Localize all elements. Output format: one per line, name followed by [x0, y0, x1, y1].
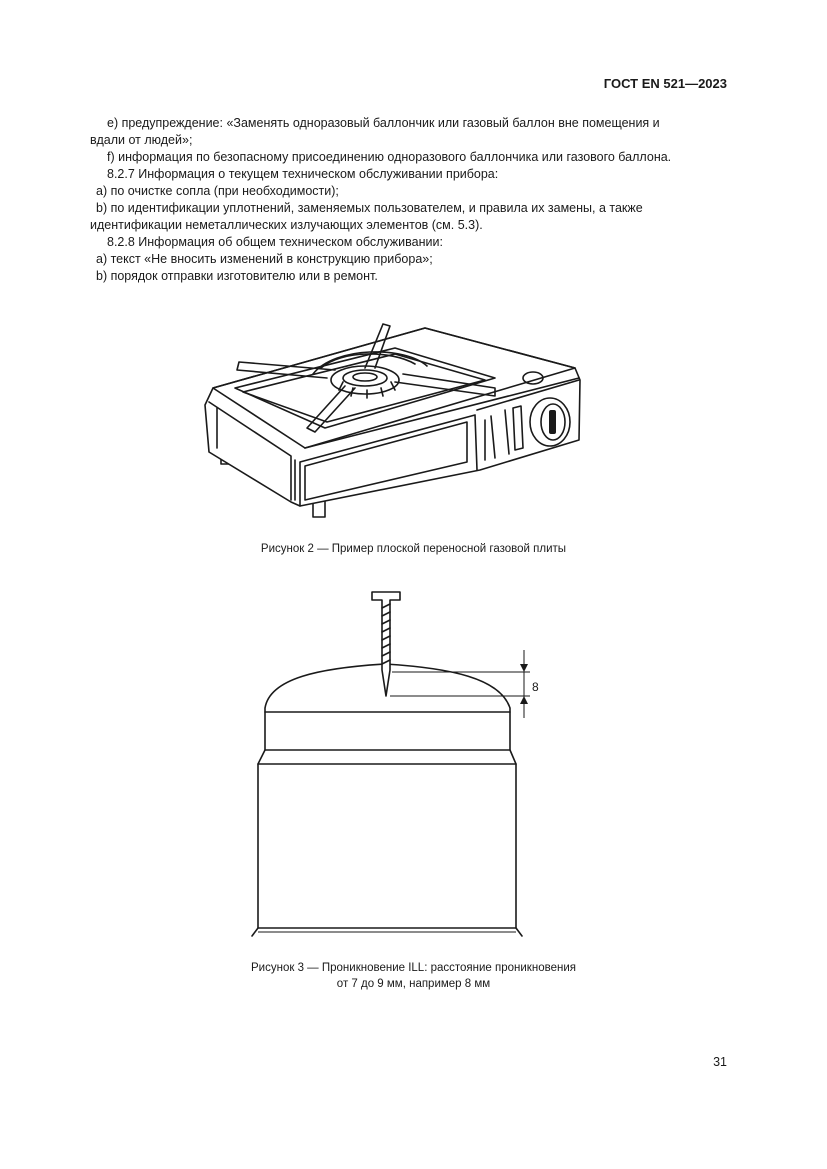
page-number: 31 [713, 1055, 727, 1069]
dimension-label: 8 [532, 680, 539, 694]
document-code: ГОСТ EN 521—2023 [603, 76, 727, 91]
list-item-a-cleaning: a) по очистке сопла (при необходимости); [96, 184, 339, 198]
list-item-b-seals-line2: идентификации неметаллических излучающих элементов (см. 5.3). [90, 218, 483, 232]
list-item-e-line2: вдали от людей»; [90, 133, 193, 147]
portable-gas-stove-figure [195, 310, 595, 525]
list-item-b-seals-line1: b) по идентификации уплотнений, заменяемых пользователем, и правила их замены, а также [96, 201, 643, 215]
list-item-a-text: a) текст «Не вносить изменений в конструкцию прибора»; [96, 252, 433, 266]
figure3-caption-line1: Рисунок 3 — Проникновение ILL: расстояние проникновения [251, 962, 576, 974]
figure3-caption [0, 960, 827, 992]
figure3-caption-line2: от 7 до 9 мм, например 8 мм [336, 978, 491, 990]
section-8-2-7: 8.2.7 Информация о текущем техническом обслуживании прибора: [107, 167, 499, 181]
list-item-e-line1: e) предупреждение: «Заменять одноразовый баллончик или газовый баллон вне помещения и [107, 116, 660, 130]
body-text [90, 115, 728, 285]
cartridge-penetration-figure [240, 588, 570, 943]
section-8-2-8: 8.2.8 Информация об общем техническом обслуживании: [107, 235, 443, 249]
list-item-f: f) информация по безопасному присоединению одноразового баллончика или газового баллона. [107, 150, 672, 164]
list-item-b-shipping: b) порядок отправки изготовителю или в ремонт. [96, 269, 378, 283]
figure2-caption: Рисунок 2 — Пример плоской переносной газовой плиты [260, 543, 567, 555]
